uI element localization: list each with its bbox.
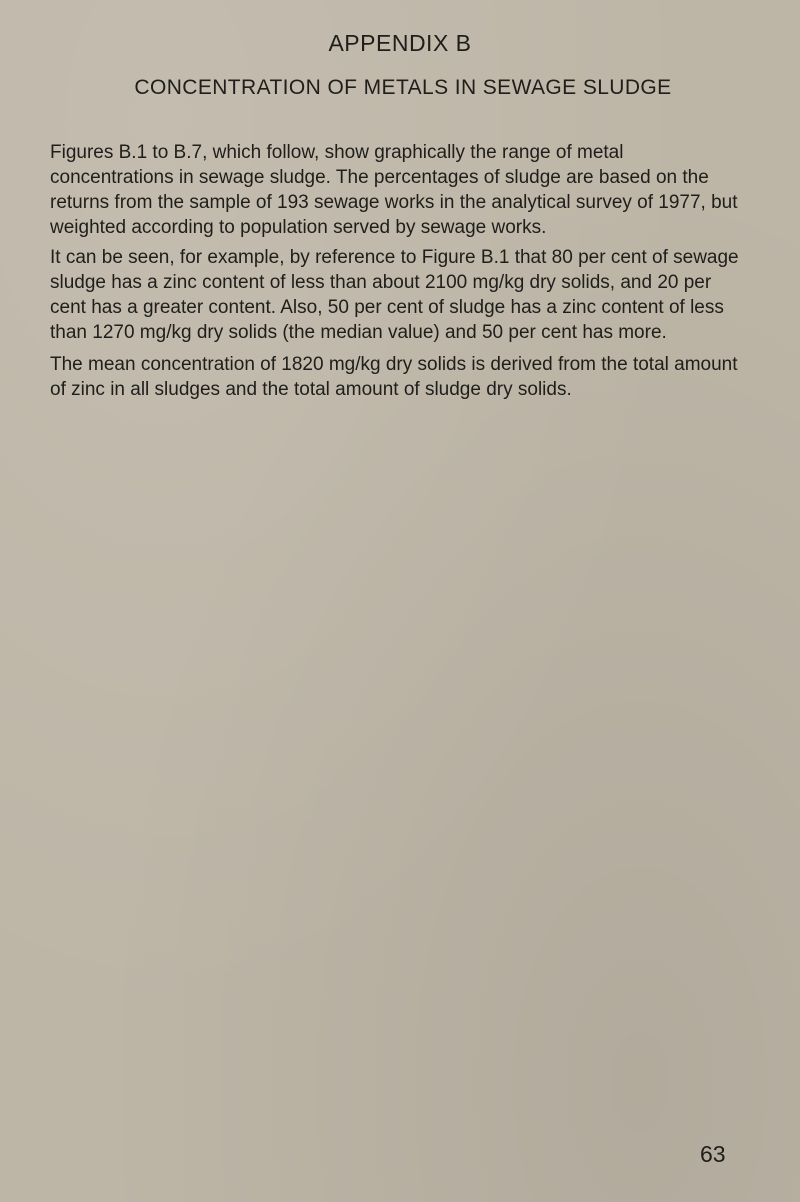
- appendix-heading: APPENDIX B: [328, 30, 472, 56]
- paragraph-mean: The mean concentration of 1820 mg/kg dry solids is derived from the total amount of zinc in all sludges and the total amount of sludge dry solids.: [50, 354, 738, 400]
- section-title: CONCENTRATION OF METALS IN SEWAGE SLUDGE: [134, 76, 672, 99]
- paragraph-example: It can be seen, for example, by reference to Figure B.1 that 80 per cent of sewage sludge has a zinc content of less than about 2100 mg/kg dry solids, and 20 per cent has a greater content. Also, 50 per cent of sludge has a zinc content of less than 1270 mg/kg dry solids (the median value) and 50 per cent has more.: [50, 247, 739, 343]
- paragraph-intro: Figures B.1 to B.7, which follow, show graphically the range of metal concentrations in sewage sludge. The percentages of sludge are based on the returns from the sample of 193 sewage works in the analytical survey of 1977, but weighted according to population served by sewage works.: [50, 142, 738, 238]
- page-number: 63: [700, 1141, 726, 1167]
